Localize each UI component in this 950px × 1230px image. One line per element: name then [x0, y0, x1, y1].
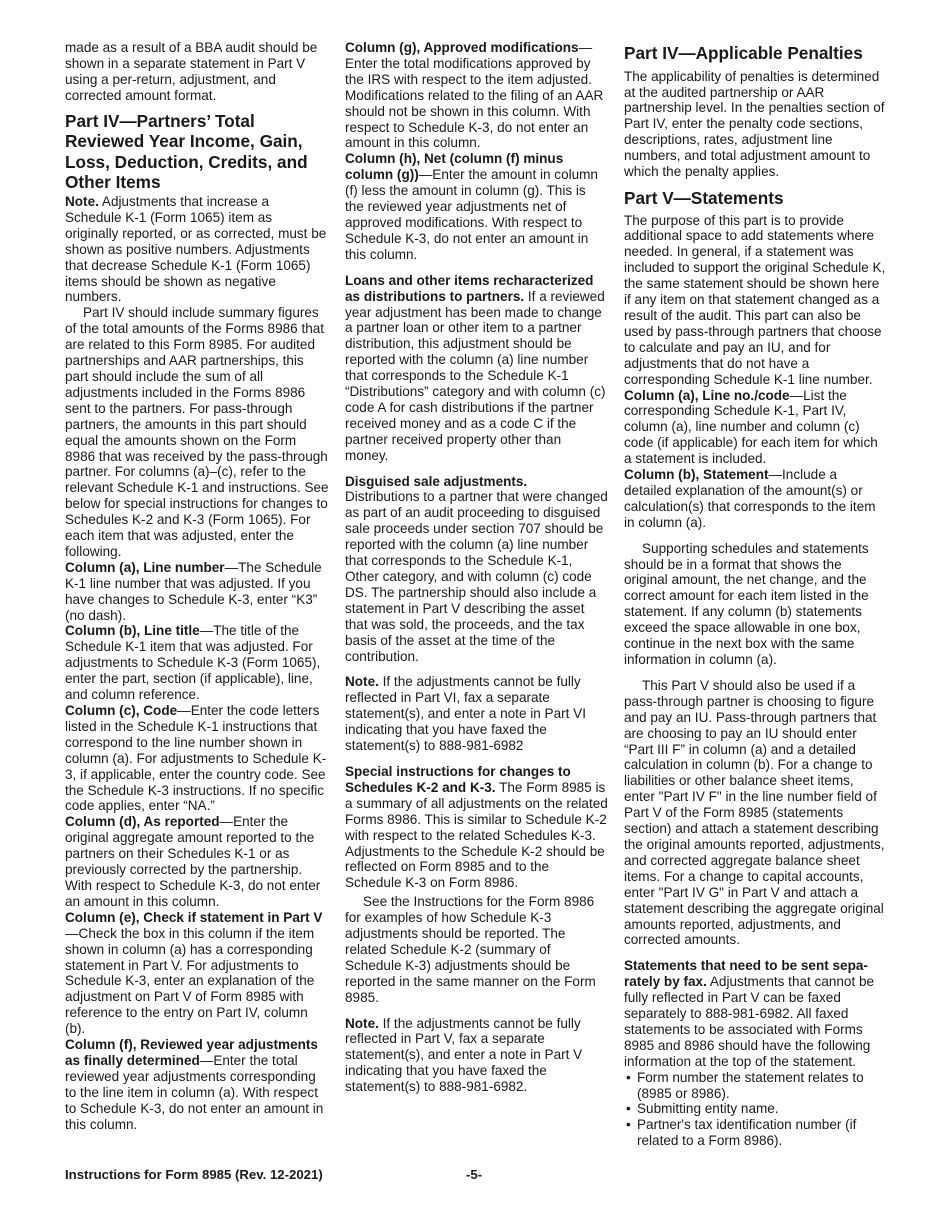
note-part-v-label: Note. — [345, 1015, 379, 1031]
note-text: Adjustments that increase a Schedule K-1 (Form 1065) item as originally reported, or as corrected, must be shown as positive numbers. Adjustments that decrease Schedule K-1 (Form 1065) items should be shown as negative numbers. — [65, 194, 327, 305]
list-item: • Submitting entity name. — [624, 1101, 888, 1117]
intro-paragraph: made as a result of a BBA audit should be shown in a separate statement in Part V using a per-return, adjustment, and corrected amount format. — [65, 40, 318, 103]
special-instructions-label: Special instructions for changes to Schedules K-2 and K-3. — [345, 763, 571, 795]
column-d-text: —Enter the original aggregate amount reported to the partners on their Schedules K-1 or as previously corrected by the partnership. With respect to Schedule K-3, do not enter an amount in this column. — [65, 814, 321, 909]
pass-through-paragraph: This Part V should also be used if a pass-through partner is choosing to figure and pay an IU. Pass-through partners that are choosing to pay an IU should enter “Part III F” in column (a) and a detailed calculation in column (b). For a change to liabilities or other balance sheet items, enter "Part IV F" in the line number field of Part V of the Form 8985 (statements section) and attach a statement describing the original amounts reported, adjustments, and corrected aggregate balance sheet items. For a change to capital accounts, enter "Part IV G" in Part V and attach a statement describing the aggregate original amounts reported, adjustments, and corrected amounts. — [624, 677, 885, 948]
part-iv-partners-heading: Part IV—Partners’ Total Reviewed Year Income, Gain, Loss, Deduction, Credits, and Other Items — [65, 110, 308, 193]
part-v-column-a-paragraph — [624, 388, 888, 468]
penalties-paragraph: The applicability of penalties is determined at the audited partnership or AAR partnership level. In the penalties section of Part IV, enter the penalty code sections, descriptions, rates, adjustment line numbers, and total adjustment amount to which the penalty applies. — [624, 68, 885, 180]
disguised-sale-paragraph: Distributions to a partner that were changed as part of an audit proceeding to disguised sale proceeds under section 707 should be reported with the column (a) line number that corresponds to the Schedule K-1, Other category, and with column (c) code DS. The partnership should also include a statement in Part V describing the asset that was sold, the proceeds, and the tax basis of the asset at the time of the contribution. — [345, 489, 608, 664]
column-a-label: Column (a), Line number — [65, 559, 225, 575]
column-d-label: Column (d), As reported — [65, 814, 220, 830]
special-instructions-paragraph — [345, 764, 608, 891]
column-e-label: Column (e), Check if statement in Part V — [65, 909, 323, 925]
column-b-text: —The title of the Schedule K-1 item that was adjusted. For adjustments to Schedule K-3 (Form 1065), enter the part, section (if applicable), line, and column reference. — [65, 623, 321, 703]
note-label: Note. — [65, 194, 99, 209]
column-left — [65, 40, 329, 1132]
column-middle — [345, 40, 608, 1095]
column-h-text: —Enter the amount in column (f) less the amount in column (g). This is the reviewed year adjustments net of approved modifications. With respect to Schedule K-3, do not enter an amount in this column. — [345, 167, 598, 262]
special-instructions-text: The Form 8985 is a summary of all adjustments on the related Forms 8986. This is similar to Schedule K-2 with respect to the related Schedules K-3. Adjustments to the Schedule K-2 should be reflected on Form 8985 and to the Schedule K-3 on Form 8986. — [345, 779, 608, 891]
loans-text: If a reviewed year adjustment has been made to change a partner loan or other item to a partner distribution, this adjustment should be reported with the column (a) line number that corresponds to the Schedule K-1 “Distributions” category and with column (c) code A for cash distributions if the partner received money and as a code C if the partner received property other than money. — [345, 288, 606, 463]
supporting-schedules-paragraph: Supporting schedules and statements should be in a format that shows the original amount, the net change, and the correct amount for each item listed in the statement. If any column (b) statements exceed the space allowable in one box, continue in the next box with the same information in column (a). — [624, 540, 869, 667]
purpose-paragraph: The purpose of this part is to provide additional space to add statements where needed. In general, if a statement was included to support the original Schedule K, the same statement should be shown here if any item on that statement changed as a result of the audit. This part can also be used by pass-through partners that choose to calculate and pay an IU, and for adjustments that do not have a corresponding Schedule K-1 line number. — [624, 212, 886, 387]
disguised-sale-heading — [345, 474, 608, 490]
list-item: • Form number the statement relates to (8985 or 8986). — [624, 1070, 888, 1102]
list-item: • Partner's tax identification number (if related to a Form 8986). — [624, 1117, 888, 1149]
part-v-column-a-text: —List the corresponding Schedule K-1, Part IV, column (a), line number and column (c) code (if applicable) for each item for which a statement is included. — [624, 387, 878, 467]
loans-label: Loans and other items recharacterized as distributions to partners. — [345, 272, 594, 304]
column-g-paragraph — [345, 40, 608, 151]
column-g-label: Column (g), Approved modifications — [345, 40, 579, 55]
column-c-paragraph — [65, 703, 329, 814]
part-v-column-b-paragraph — [624, 467, 888, 531]
column-f-paragraph — [65, 1037, 329, 1132]
column-b-paragraph — [65, 623, 329, 703]
column-h-paragraph — [345, 151, 608, 262]
note-part-vi-text: If the adjustments cannot be fully reflected in Part VI, fax a separate statement(s), and enter a note in Part VI indicating that you have faxed the statement(s) to 888-981-6982 — [345, 674, 586, 754]
part-v-column-b-text: —Include a detailed explanation of the amount(s) or calculation(s) that corresponds to the item in column (a). — [624, 467, 876, 530]
fax-statements-paragraph — [624, 958, 888, 1069]
note-part-v-text: If the adjustments cannot be fully reflected in Part V, fax a separate statement(s), and enter a note in Part V indicating that you have faxed the statement(s) to 888-981-6982. — [345, 1015, 583, 1095]
loans-paragraph — [345, 273, 608, 464]
fax-statements-text: Adjustments that cannot be fully reflected in Part V can be faxed separately to 888-981-6982. All faxed statements to be associated with Forms 8985 and 8986 should have the following information at the top of the statement. — [624, 974, 875, 1069]
column-h-label: Column (h), Net (column (f) minus column (g)) — [345, 151, 564, 183]
column-c-text: —Enter the code letters listed in the Schedule K-1 instructions that correspond to the line number shown in column (a). For adjustments to Schedule K-3, if applicable, enter the country code. See the Schedule K-3 instructions. If no specific code applies, enter “NA.” — [65, 703, 327, 814]
part-iv-summary-paragraph: Part IV should include summary figures of the total amounts of the Forms 8986 that are related to this Form 8985. For audited partnerships and AAR partnerships, this part should include the sum of all adjustments included in the Forms 8986 sent to the partners. For pass-through partners, the amounts in this part should equal the amounts shown on the Form 8986 that was received by the pass-through partner. For columns (a)–(c), refer to the relevant Schedule K-1 and instructions. See below for special instructions for changes to Schedules K-2 and K-3 (Form 1065). For each item that was adjusted, enter the following. — [65, 305, 329, 559]
footer-form-title: Instructions for Form 8985 (Rev. 12-2021) — [65, 1167, 323, 1182]
column-g-text: —Enter the total modifications approved by the IRS with respect to the item adjusted. Modifications related to the filing of an AAR should not be shown in this column. With respect to Schedule K-3, do not enter an amount in this column. — [345, 40, 604, 151]
disguised-sale-label: Disguised sale adjustments. — [345, 473, 528, 489]
column-d-paragraph — [65, 814, 329, 909]
fax-requirements-list — [624, 1070, 888, 1150]
column-f-text: —Enter the total reviewed year adjustments corresponding to the line item in column (a). With respect to Schedule K-3, do not enter an amount in this column. — [65, 1052, 324, 1132]
column-e-paragraph — [65, 910, 329, 1037]
fax-statements-label: Statements that need to be sent sepa-rately by fax. — [624, 958, 868, 990]
column-right — [624, 40, 888, 1149]
note-paragraph — [65, 194, 329, 305]
note-part-vi-label: Note. — [345, 674, 379, 690]
part-iv-penalties-heading: Part IV—Applicable Penalties — [624, 43, 863, 63]
note-part-v-paragraph — [345, 1016, 608, 1096]
column-a-text: —The Schedule K-1 line number that was adjusted. If you have changes to Schedule K-3, enter “K3” (no dash). — [65, 559, 322, 623]
column-f-label: Column (f), Reviewed year adjustments as finally determined — [65, 1037, 318, 1068]
note-part-vi-paragraph — [345, 674, 608, 754]
column-e-text: —Check the box in this column if the item shown in column (a) has a corresponding statement in Part V. For adjustments to Schedule K-3, enter an explanation of the adjustment on Part V of Form 8985 with reference to the entry on Part IV, column (b). — [65, 925, 315, 1037]
column-a-paragraph — [65, 560, 329, 624]
part-v-statements-heading: Part V—Statements — [624, 187, 784, 208]
column-c-label: Column (c), Code — [65, 703, 178, 718]
part-v-column-b-label: Column (b), Statement — [624, 467, 769, 483]
page-number: -5- — [466, 1167, 483, 1182]
column-b-label: Column (b), Line title — [65, 623, 200, 639]
see-instructions-paragraph: See the Instructions for the Form 8986 for examples of how Schedule K-3 adjustments should be reported. The related Schedule K-2 (summary of Schedule K-3) adjustments should be reported in the same manner on the Form 8985. — [345, 894, 596, 1005]
part-v-column-a-label: Column (a), Line no./code — [624, 387, 790, 403]
